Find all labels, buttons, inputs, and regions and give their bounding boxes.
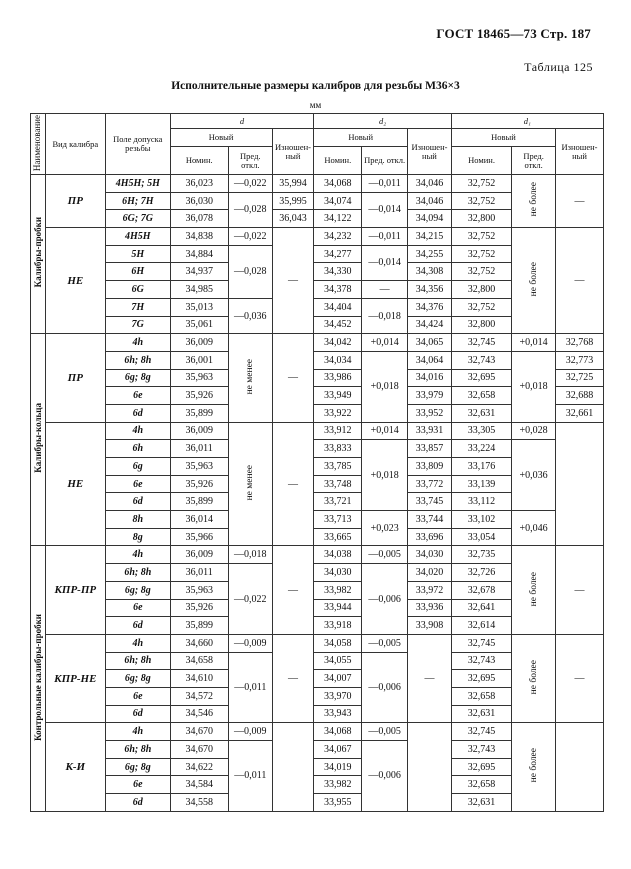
value-cell: 32,800: [451, 316, 511, 334]
col-d-worn: Изношен-ный: [272, 129, 314, 175]
col-name: Наименование: [31, 114, 46, 175]
value-cell: 33,949: [314, 387, 362, 405]
value-cell: 33,944: [314, 599, 362, 617]
tol-cell: 6h: [106, 440, 171, 458]
value-cell: 34,584: [170, 776, 228, 794]
value-cell: 32,743: [451, 741, 511, 759]
note-cell: не более: [512, 723, 556, 811]
value-cell: —0,018: [362, 298, 408, 333]
value-cell: 33,785: [314, 458, 362, 476]
col-d1-worn: Изношен-ный: [556, 129, 604, 175]
tol-cell: 5H: [106, 245, 171, 263]
value-cell: —0,014: [362, 192, 408, 227]
value-cell: —: [362, 281, 408, 299]
value-cell: 34,046: [408, 175, 452, 193]
col-d2-dev: Пред. откл.: [362, 147, 408, 175]
value-cell: 34,330: [314, 263, 362, 281]
value-cell: —0,011: [228, 652, 272, 723]
value-cell: 32,773: [556, 351, 604, 369]
value-cell: 34,838: [170, 228, 228, 246]
tol-cell: 6g: [106, 458, 171, 476]
value-cell: 32,752: [451, 228, 511, 246]
tol-cell: 4h: [106, 723, 171, 741]
caltype-cell: КПР-НЕ: [45, 634, 105, 722]
tol-cell: 6d: [106, 617, 171, 635]
empty-cell: [556, 422, 604, 546]
value-cell: 32,752: [451, 298, 511, 316]
value-cell: +0,023: [362, 511, 408, 546]
value-cell: 34,572: [170, 687, 228, 705]
col-d1: d₁: [451, 114, 603, 129]
tol-cell: 6g; 8g: [106, 581, 171, 599]
value-cell: 34,658: [170, 652, 228, 670]
col-d2-worn: Изношен-ный: [408, 129, 452, 175]
value-cell: 35,963: [170, 458, 228, 476]
value-cell: 35,013: [170, 298, 228, 316]
empty-cell: [556, 723, 604, 811]
col-type: Вид калибра: [45, 114, 105, 175]
value-cell: 34,622: [170, 758, 228, 776]
col-d: d: [170, 114, 314, 129]
table-row: [31, 440, 604, 458]
table-title: Исполнительные размеры калибров для резьбы М36×3: [171, 80, 460, 92]
tol-cell: 6H: [106, 263, 171, 281]
value-cell: 33,102: [451, 511, 511, 529]
value-cell: 33,744: [408, 511, 452, 529]
value-cell: 35,899: [170, 404, 228, 422]
tol-cell: 7G: [106, 316, 171, 334]
value-cell: 32,678: [451, 581, 511, 599]
value-cell: 34,424: [408, 316, 452, 334]
value-cell: 34,074: [314, 192, 362, 210]
value-cell: 34,376: [408, 298, 452, 316]
value-cell: 34,042: [314, 334, 362, 352]
value-cell: 32,658: [451, 387, 511, 405]
tol-cell: 4h: [106, 546, 171, 564]
value-cell: 32,752: [451, 192, 511, 210]
value-cell: 34,558: [170, 794, 228, 812]
value-cell: 36,001: [170, 351, 228, 369]
value-cell: 32,768: [556, 334, 604, 352]
value-cell: 33,970: [314, 687, 362, 705]
value-cell: 33,721: [314, 493, 362, 511]
col-d-dev: Пред. откл.: [228, 147, 272, 175]
value-cell: 34,660: [170, 634, 228, 652]
value-cell: +0,014: [512, 334, 556, 352]
value-cell: 34,404: [314, 298, 362, 316]
col-d-nom: Номин.: [170, 147, 228, 175]
tol-cell: 7H: [106, 298, 171, 316]
value-cell: 34,122: [314, 210, 362, 228]
value-cell: —0,011: [228, 741, 272, 812]
note-cell: не более: [512, 634, 556, 722]
value-cell: 32,631: [451, 404, 511, 422]
value-cell: 35,061: [170, 316, 228, 334]
value-cell: 34,937: [170, 263, 228, 281]
table-row: [31, 546, 604, 564]
value-cell: —0,036: [228, 298, 272, 333]
value-cell: 33,955: [314, 794, 362, 812]
tol-cell: 6h; 8h: [106, 652, 171, 670]
table-row: [31, 634, 604, 652]
caltype-cell: НЕ: [45, 228, 105, 334]
tol-cell: 8h: [106, 511, 171, 529]
value-cell: 33,713: [314, 511, 362, 529]
value-cell: 33,748: [314, 475, 362, 493]
value-cell: 32,726: [451, 564, 511, 582]
value-cell: 36,014: [170, 511, 228, 529]
value-cell: 32,752: [451, 175, 511, 193]
caltype-cell: НЕ: [45, 422, 105, 546]
value-cell: 34,064: [408, 351, 452, 369]
value-cell: 34,094: [408, 210, 452, 228]
dash-cell: —: [272, 546, 314, 634]
col-d-new: Новый: [170, 129, 272, 147]
value-cell: 34,452: [314, 316, 362, 334]
value-cell: —0,005: [362, 634, 408, 652]
tol-cell: 4H5H: [106, 228, 171, 246]
value-cell: —0,005: [362, 546, 408, 564]
value-cell: 33,224: [451, 440, 511, 458]
tol-cell: 6d: [106, 404, 171, 422]
value-cell: 34,068: [314, 175, 362, 193]
table-row: [31, 723, 604, 741]
value-cell: 34,020: [408, 564, 452, 582]
value-cell: 33,054: [451, 528, 511, 546]
col-tolerance: Поле допуска резьбы: [106, 114, 171, 175]
note-cell: не более: [512, 175, 556, 228]
tol-cell: 6G; 7G: [106, 210, 171, 228]
value-cell: 36,009: [170, 546, 228, 564]
value-cell: 34,016: [408, 369, 452, 387]
value-cell: —0,011: [362, 228, 408, 246]
col-d1-new: Новый: [451, 129, 555, 147]
tol-cell: 4h: [106, 422, 171, 440]
dash-cell: —: [272, 634, 314, 722]
value-cell: 33,912: [314, 422, 362, 440]
empty-cell: [408, 723, 452, 811]
value-cell: 33,979: [408, 387, 452, 405]
page-header: ГОСТ 18465—73 Стр. 187: [436, 26, 591, 41]
value-cell: 33,922: [314, 404, 362, 422]
value-cell: 33,665: [314, 528, 362, 546]
table-row: [31, 228, 604, 246]
value-cell: 33,982: [314, 776, 362, 794]
value-cell: 34,670: [170, 723, 228, 741]
value-cell: 33,745: [408, 493, 452, 511]
tol-cell: 6d: [106, 705, 171, 723]
value-cell: 34,670: [170, 741, 228, 759]
value-cell: 33,931: [408, 422, 452, 440]
col-d1-nom: Номин.: [451, 147, 511, 175]
group-plugs: Калибры-пробки: [31, 175, 46, 334]
value-cell: 32,745: [451, 723, 511, 741]
value-cell: 35,926: [170, 387, 228, 405]
value-cell: —0,022: [228, 175, 272, 193]
value-cell: 32,688: [556, 387, 604, 405]
value-cell: 34,277: [314, 245, 362, 263]
value-cell: —0,028: [228, 245, 272, 298]
value-cell: +0,018: [362, 440, 408, 511]
tol-cell: 6h; 8h: [106, 741, 171, 759]
caltype-cell: КПР-ПР: [45, 546, 105, 634]
table-row: [31, 175, 604, 193]
value-cell: 32,614: [451, 617, 511, 635]
value-cell: 35,995: [272, 192, 314, 210]
value-cell: 35,966: [170, 528, 228, 546]
tol-cell: 6G: [106, 281, 171, 299]
value-cell: 32,745: [451, 334, 511, 352]
value-cell: 34,067: [314, 741, 362, 759]
value-cell: +0,018: [362, 351, 408, 422]
col-d2: d₂: [314, 114, 451, 129]
dash-cell: —: [272, 422, 314, 546]
note-cell: не менее: [228, 334, 272, 422]
value-cell: 33,772: [408, 475, 452, 493]
tol-cell: 6e: [106, 687, 171, 705]
group-control-plugs: Контрольные калибры-пробки: [31, 546, 46, 811]
tol-cell: 6e: [106, 776, 171, 794]
value-cell: 33,305: [451, 422, 511, 440]
table-number: Таблица 125: [524, 60, 593, 74]
value-cell: 34,356: [408, 281, 452, 299]
tol-cell: 8g: [106, 528, 171, 546]
value-cell: —0,006: [362, 652, 408, 723]
value-cell: 33,176: [451, 458, 511, 476]
value-cell: 32,658: [451, 687, 511, 705]
value-cell: 36,023: [170, 175, 228, 193]
group-rings: Калибры-кольца: [31, 334, 46, 546]
tol-cell: 6e: [106, 387, 171, 405]
value-cell: 32,695: [451, 369, 511, 387]
tol-cell: 6g; 8g: [106, 758, 171, 776]
value-cell: —0,005: [362, 723, 408, 741]
value-cell: —0,028: [228, 192, 272, 227]
value-cell: +0,046: [512, 511, 556, 546]
value-cell: 35,963: [170, 369, 228, 387]
value-cell: 33,833: [314, 440, 362, 458]
value-cell: 34,030: [408, 546, 452, 564]
unit-label: мм: [309, 100, 322, 110]
value-cell: 36,030: [170, 192, 228, 210]
value-cell: +0,018: [512, 351, 556, 422]
value-cell: 32,661: [556, 404, 604, 422]
value-cell: 34,985: [170, 281, 228, 299]
value-cell: 32,800: [451, 210, 511, 228]
tol-cell: 4H5H; 5H: [106, 175, 171, 193]
value-cell: 34,038: [314, 546, 362, 564]
value-cell: 32,631: [451, 794, 511, 812]
value-cell: 32,743: [451, 652, 511, 670]
value-cell: 33,943: [314, 705, 362, 723]
dash-cell: —: [556, 546, 604, 634]
value-cell: 32,752: [451, 263, 511, 281]
value-cell: 33,986: [314, 369, 362, 387]
table-row: [31, 334, 604, 352]
value-cell: 32,752: [451, 245, 511, 263]
table-row: [31, 511, 604, 529]
value-cell: 34,034: [314, 351, 362, 369]
value-cell: 34,055: [314, 652, 362, 670]
value-cell: 33,972: [408, 581, 452, 599]
value-cell: 33,918: [314, 617, 362, 635]
value-cell: —0,006: [362, 564, 408, 635]
value-cell: 33,982: [314, 581, 362, 599]
value-cell: —0,006: [362, 741, 408, 812]
value-cell: 33,696: [408, 528, 452, 546]
dash-cell: —: [556, 228, 604, 334]
value-cell: —0,018: [228, 546, 272, 564]
value-cell: +0,014: [362, 334, 408, 352]
value-cell: 33,139: [451, 475, 511, 493]
col-d2-nom: Номин.: [314, 147, 362, 175]
value-cell: 34,378: [314, 281, 362, 299]
value-cell: 34,255: [408, 245, 452, 263]
value-cell: 33,857: [408, 440, 452, 458]
tol-cell: 6H; 7H: [106, 192, 171, 210]
value-cell: 32,641: [451, 599, 511, 617]
table-row: [31, 351, 604, 369]
value-cell: —0,022: [228, 228, 272, 246]
value-cell: 32,725: [556, 369, 604, 387]
value-cell: 32,745: [451, 634, 511, 652]
tol-cell: 6d: [106, 493, 171, 511]
tol-cell: 4h: [106, 634, 171, 652]
value-cell: 35,926: [170, 475, 228, 493]
value-cell: 33,952: [408, 404, 452, 422]
value-cell: 34,884: [170, 245, 228, 263]
dash-cell: —: [556, 175, 604, 228]
dash-cell: —: [272, 334, 314, 422]
value-cell: 34,308: [408, 263, 452, 281]
value-cell: 34,068: [314, 723, 362, 741]
tol-cell: 6g; 8g: [106, 670, 171, 688]
value-cell: 32,631: [451, 705, 511, 723]
tol-cell: 6g; 8g: [106, 369, 171, 387]
value-cell: 33,908: [408, 617, 452, 635]
value-cell: 34,007: [314, 670, 362, 688]
caltype-cell: ПР: [45, 334, 105, 422]
value-cell: 35,899: [170, 493, 228, 511]
value-cell: +0,036: [512, 440, 556, 511]
value-cell: 35,994: [272, 175, 314, 193]
value-cell: 32,800: [451, 281, 511, 299]
tol-cell: 4h: [106, 334, 171, 352]
value-cell: 33,809: [408, 458, 452, 476]
col-d1-dev: Пред. откл.: [512, 147, 556, 175]
value-cell: 36,011: [170, 564, 228, 582]
value-cell: +0,014: [362, 422, 408, 440]
note-cell: не более: [512, 228, 556, 334]
value-cell: 36,009: [170, 334, 228, 352]
value-cell: 32,695: [451, 758, 511, 776]
value-cell: —0,009: [228, 723, 272, 741]
value-cell: —0,009: [228, 634, 272, 652]
value-cell: 32,743: [451, 351, 511, 369]
tol-cell: 6d: [106, 794, 171, 812]
empty-cell: [272, 723, 314, 811]
dash-cell: —: [556, 634, 604, 722]
value-cell: —0,014: [362, 245, 408, 280]
value-cell: 34,546: [170, 705, 228, 723]
value-cell: 33,936: [408, 599, 452, 617]
tol-cell: 6h; 8h: [106, 351, 171, 369]
value-cell: 34,232: [314, 228, 362, 246]
value-cell: 34,610: [170, 670, 228, 688]
value-cell: 32,735: [451, 546, 511, 564]
tol-cell: 6h; 8h: [106, 564, 171, 582]
note-cell: не менее: [228, 422, 272, 546]
value-cell: +0,028: [512, 422, 556, 440]
dash-cell: —: [408, 634, 452, 722]
value-cell: 34,215: [408, 228, 452, 246]
value-cell: 34,046: [408, 192, 452, 210]
value-cell: 32,658: [451, 776, 511, 794]
note-cell: не более: [512, 546, 556, 634]
value-cell: 36,009: [170, 422, 228, 440]
caltype-cell: ПР: [45, 175, 105, 228]
value-cell: 36,043: [272, 210, 314, 228]
value-cell: —0,022: [228, 564, 272, 635]
tol-cell: 6e: [106, 475, 171, 493]
value-cell: 35,899: [170, 617, 228, 635]
col-d2-new: Новый: [314, 129, 408, 147]
value-cell: 34,065: [408, 334, 452, 352]
tol-cell: 6e: [106, 599, 171, 617]
table-row: [31, 422, 604, 440]
value-cell: 36,078: [170, 210, 228, 228]
value-cell: 32,695: [451, 670, 511, 688]
dash-cell: —: [272, 228, 314, 334]
value-cell: 35,963: [170, 581, 228, 599]
value-cell: 34,058: [314, 634, 362, 652]
value-cell: 34,019: [314, 758, 362, 776]
value-cell: —0,011: [362, 175, 408, 193]
value-cell: 35,926: [170, 599, 228, 617]
dimensions-table: [30, 113, 604, 812]
caltype-cell: К-И: [45, 723, 105, 811]
value-cell: 36,011: [170, 440, 228, 458]
value-cell: 33,112: [451, 493, 511, 511]
value-cell: 34,030: [314, 564, 362, 582]
